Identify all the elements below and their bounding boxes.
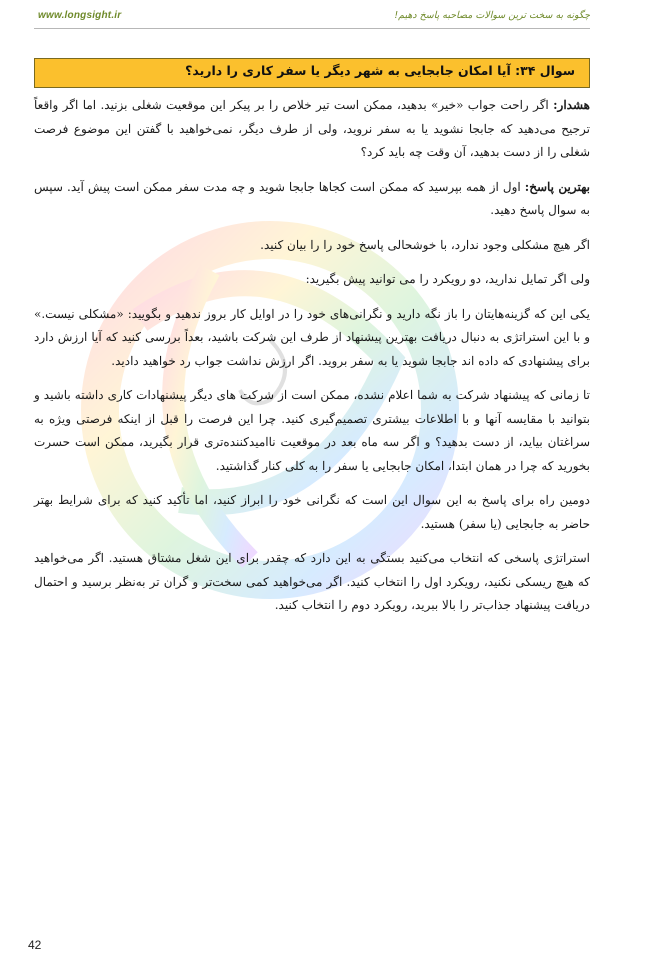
- header-divider: [34, 28, 590, 29]
- question-label: سوال ۳۴:: [515, 63, 575, 78]
- warning-paragraph: [34, 94, 590, 165]
- question-box: [34, 58, 590, 88]
- body-paragraph: دومین راه برای پاسخ به این سوال این است که نگرانی خود را ابراز کنید، اما تأکید کنید که برای شرایط بهتر حاضر به جابجایی (یا سفر) هستید.: [34, 493, 591, 531]
- best-answer-paragraph: [34, 176, 590, 223]
- page-number: 42: [28, 938, 42, 952]
- warning-label: هشدار:: [553, 98, 590, 112]
- best-answer-label: بهترین پاسخ:: [524, 179, 590, 194]
- body-paragraph: یکی این که گزینه‌هایتان را باز نگه دارید و نگرانی‌های خود را در اوایل کار بروز ندهید و بگویید: «مشکلی نیست.» و با این استراتژی به دنبال دریافت بهترین پیشنهاد از طرف این شرکت باشید، بعداً بررسی کنید که آیا ارزش دارد برای پیشنهادی که داده اند جابجا شوید یا به سفر بروید. اگر ارزش نداشت جواب رد خواهید دادید.: [34, 306, 590, 368]
- header-site-url: www.longsight.ir: [38, 10, 122, 21]
- best-answer-text: اول از همه بپرسید که ممکن است کجاها جابجا شوید و چه مدت سفر ممکن است پیش آید. سپس به سوال پاسخ دهید.: [34, 179, 590, 217]
- header-book-title: چگونه به سخت ترین سوالات مصاحبه پاسخ دهیم!: [394, 10, 590, 21]
- body-paragraph: تا زمانی که پیشنهاد شرکت به شما اعلام نشده، ممکن است از شرکت های دیگر پیشنهادات کاری داشته باشید و بتوانید با مقایسه آنها و با اطلاعات بیشتری تصمیم‌گیری کنید. چرا این فرصت را قبل از اینکه فرصتی ویژه به سراغتان بیاید، از دست بدهید؟ و اگر سه ماه بعد در موقعیت ناامیدکننده‌تری قرار بگیرید، ممکن است حسرت بخورید که چرا در همان ابتدا، امکان جابجایی یا سفر را به کلی کنار گذاشتید.: [34, 388, 590, 473]
- body-paragraph: اگر هیچ مشکلی وجود ندارد، با خوشحالی پاسخ خود را را بیان کنید.: [260, 237, 590, 252]
- body-paragraph: استراتژی پاسخی که انتخاب می‌کنید بستگی به این دارد که چقدر برای این شغل مشتاق هستید. اگر می‌خواهید که هیچ ریسکی نکنید، رویکرد اول را انتخاب کنید. اگر می‌خواهید کمی سخت‌تر و گران تر به‌نظر برسید و احتمال دریافت پیشنهاد جذاب‌تر را بالا ببرید، رویکرد دوم را انتخاب کنید.: [34, 551, 590, 612]
- question-text: آیا امکان جابجایی به شهر دیگر یا سفر کاری را دارید؟: [185, 63, 511, 78]
- body-paragraph: ولی اگر تمایل ندارید، دو رویکرد را می توانید پیش بگیرید:: [305, 272, 590, 286]
- page-content: [34, 94, 590, 629]
- warning-text: اگر راحت جواب «خیر» بدهید، ممکن است تیر خلاص را بر پیکر این موقعیت شغلی بزنید. اما اگر واقعاً ترجیح می‌دهید که جابجا نشوید یا به سفر نروید، ولی از طرف دیگر، نمی‌خواهید با گفتن این موضوع فرصت شغلی را از دست بدهید، آن وقت چه باید کرد؟: [34, 98, 590, 159]
